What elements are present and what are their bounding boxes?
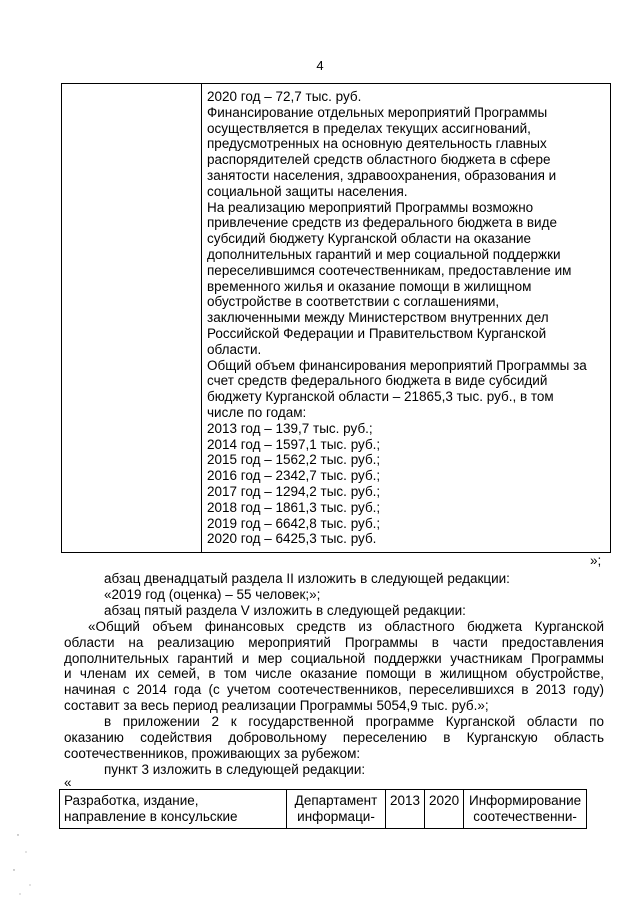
executor-cell <box>287 790 386 829</box>
box-line: осуществляется в пределах текущих ассигнований, <box>207 120 531 136</box>
box-line: 2014 год – 1597,1 тыс. руб.; <box>207 436 381 452</box>
end-year-cell: 2020 <box>425 790 464 829</box>
financing-table-cell <box>61 83 611 553</box>
cell-line: направление в консульские <box>64 809 238 824</box>
box-line: 2015 год – 1562,2 тыс. руб.; <box>207 452 381 468</box>
box-line: занятости населения, здравоохранения, образования и <box>207 167 557 183</box>
cell-line: Разработка, издание, <box>64 793 199 808</box>
quote-line: начиная с 2014 года (с учетом соотечественников, переселившихся в 2013 году) <box>64 682 604 698</box>
box-line: 2018 год – 1861,3 тыс. руб.; <box>207 499 381 515</box>
box-line: распорядителей средств областного бюджета в сфере <box>207 152 551 168</box>
quote-line: дополнительных гарантий и мер социальной поддержки участникам Программы <box>64 650 604 666</box>
box-line: бюджету Курганской области – 21865,3 тыс. руб., в том <box>207 389 554 405</box>
quote-line: составит за весь период реализации Программы 5054,9 тыс. руб.»; <box>64 697 489 713</box>
box-line: привлечение средств из федерального бюджета в виде <box>207 215 557 231</box>
cell-line: информаци- <box>297 809 375 824</box>
box-line: 2017 год – 1294,2 тыс. руб.; <box>207 483 381 499</box>
box-line: 2020 год – 72,7 тыс. руб. <box>207 89 362 104</box>
box-line: счет средств федерального бюджета в виде субсидий <box>207 373 548 389</box>
box-line: 2013 год – 139,7 тыс. руб.; <box>207 420 373 436</box>
opening-quote: « <box>64 775 72 790</box>
cell-line: соотечественни- <box>473 809 577 824</box>
appendix-line: оказанию содействия добровольному переселению в Курганскую область <box>64 729 604 745</box>
cell-line: Информирование <box>469 793 582 808</box>
start-year-cell: 2013 <box>386 790 425 829</box>
activity-table <box>59 789 587 829</box>
scan-speckles <box>8 830 68 900</box>
box-line: Общий объем финансирования мероприятий Программы за <box>207 357 587 373</box>
paragraph-2019-estimate: «2019 год (оценка) – 55 человек;»; <box>104 587 321 602</box>
box-line: 2020 год – 6425,3 тыс. руб. <box>207 531 377 547</box>
financing-text <box>207 89 607 547</box>
appendix-paragraph <box>64 714 604 761</box>
box-line: временного жилья и оказание помощи в жилищном <box>207 278 532 294</box>
closing-quote: »; <box>590 553 602 568</box>
quote-line: «Общий объем финансовых средств из областного бюджета Курганской <box>88 619 604 634</box>
column-divider <box>201 84 202 552</box>
paragraph-section-2: абзац двенадцатый раздела II изложить в следующей редакции: <box>104 571 510 586</box>
box-line: числе по годам: <box>207 404 307 420</box>
box-line: переселившимся соотечественникам, предоставление им <box>207 262 572 278</box>
box-line: субсидий бюджету Курганской области на оказание <box>207 231 531 247</box>
paragraph-section-5: абзац пятый раздела V изложить в следующей редакции: <box>104 603 466 618</box>
quote-line: и членам их семей, в том числе оказание помощи в жилищном обустройстве, <box>64 666 604 682</box>
quoted-paragraph <box>64 619 604 714</box>
appendix-line: соотечественников, проживающих за рубежом: <box>64 745 361 761</box>
result-cell <box>464 790 587 829</box>
box-line: заключенными между Министерством внутренних дел <box>207 310 549 326</box>
box-line: предусмотренных на основную деятельность главных <box>207 136 547 152</box>
box-line: Финансирование отдельных мероприятий Программы <box>207 104 548 120</box>
box-line: обустройстве в соответствии с соглашениями, <box>207 294 500 310</box>
box-line: 2016 год – 2342,7 тыс. руб.; <box>207 468 381 484</box>
box-line: 2019 год – 6642,8 тыс. руб.; <box>207 515 381 531</box>
box-line: социальной защиты населения. <box>207 183 408 199</box>
box-line: области. <box>207 341 262 357</box>
paragraph-point-3: пункт 3 изложить в следующей редакции: <box>104 762 366 777</box>
quote-line: области на реализацию мероприятий Программы в части предоставления <box>64 634 604 650</box>
box-line: Российской Федерации и Правительством Курганской <box>207 325 547 341</box>
activity-cell <box>60 790 287 829</box>
appendix-line: в приложении 2 к государственной программе Курганской области по <box>104 714 604 729</box>
table-row <box>60 790 587 829</box>
box-line: дополнительных гарантий и мер социальной поддержки <box>207 246 561 262</box>
box-line: На реализацию мероприятий Программы возможно <box>207 199 534 215</box>
page-number: 4 <box>316 58 324 73</box>
cell-line: Департамент <box>294 793 378 808</box>
